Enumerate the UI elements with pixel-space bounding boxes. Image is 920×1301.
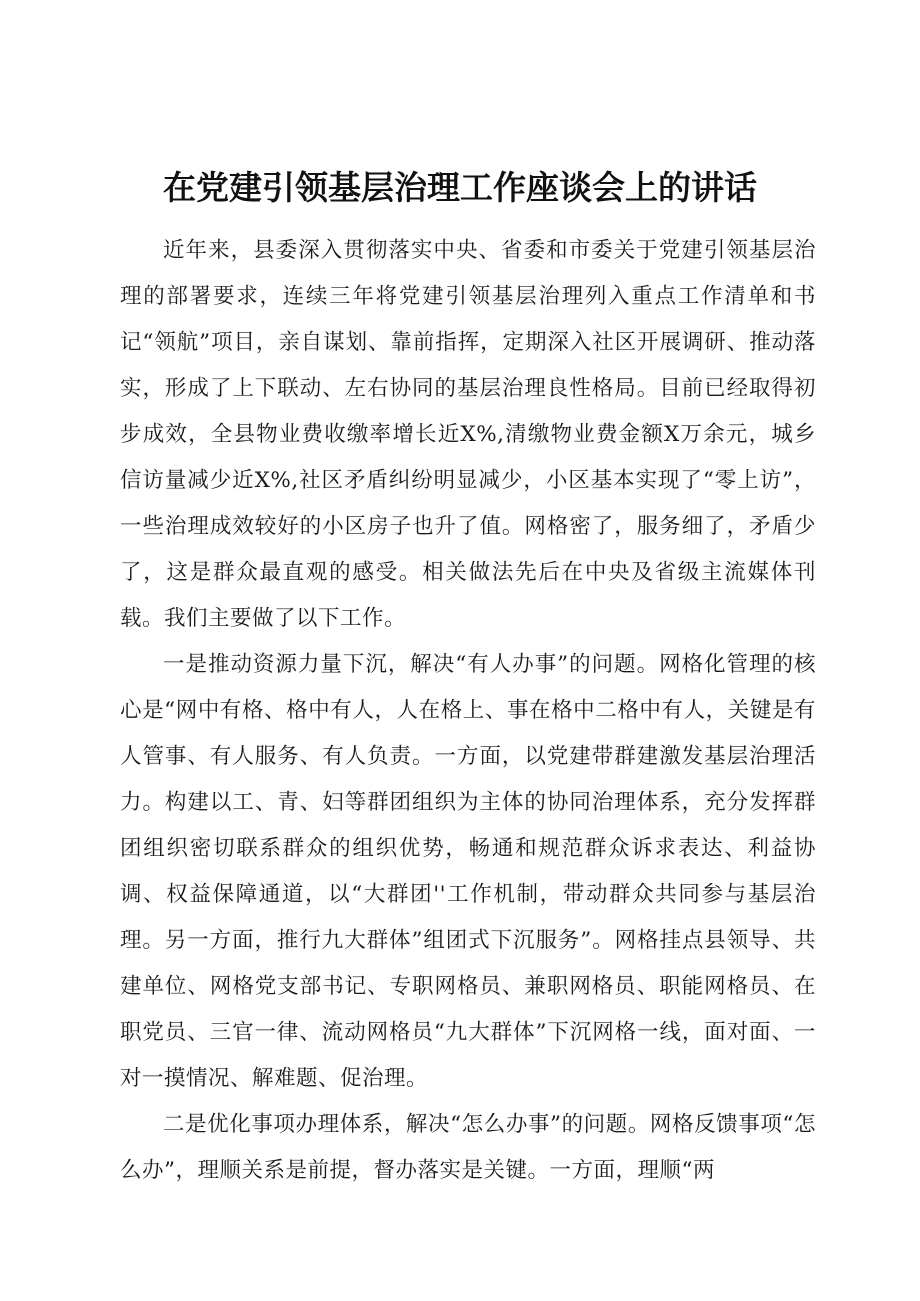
paragraph-intro: 近年来，县委深入贯彻落实中央、省委和市委关于党建引领基层治理的部署要求，连续三年将党建引领基层治理列入重点工作清单和书记“领航”项目，亲自谋划、靠前指挥，定期深入社区开展调研、推动落实，形成了上下联动、左右协同的基层治理良性格局。目前已经取得初步成效，全县物业费收缴率增长近X%,清缴物业费金额X万余元，城乡信访量减少近X%,社区矛盾纠纷明显减少，小区基本实现了“零上访”，一些治理成效较好的小区房子也升了值。网格密了，服务细了，矛盾少了，这是群众最直观的感受。相关做法先后在中央及省级主流媒体刊载。我们主要做了以下工作。 — [120, 238, 816, 631]
document-title: 在党建引领基层治理工作座谈会上的讲话 — [163, 168, 757, 207]
document-body — [120, 228, 816, 1194]
paragraph-section-two: 二是优化事项办理体系，解决“怎么办事”的问题。网格反馈事项“怎么办”，理顺关系是前提，督办落实是关键。一方面，理顺“两 — [120, 1112, 816, 1183]
paragraph-section-one: 一是推动资源力量下沉，解决“有人办事”的问题。网格化管理的核心是“网中有格、格中有人，人在格上、事在格中二格中有人，关键是有人管事、有人服务、有人负责。一方面，以党建带群建激发基层治理活力。构建以工、青、妇等群团组织为主体的协同治理体系，充分发挥群团组织密切联系群众的组织优势，畅通和规范群众诉求表达、利益协调、权益保障通道，以“大群团''工作机制，带动群众共同参与基层治理。另一方面，推行九大群体”组团式下沉服务”。网格挂点县领导、共建单位、网格党支部书记、专职网格员、兼职网格员、职能网格员、在职党员、三官一律、流动网格员“九大群体”下沉网格一线，面对面、一对一摸情况、解难题、促治理。 — [120, 652, 816, 1091]
